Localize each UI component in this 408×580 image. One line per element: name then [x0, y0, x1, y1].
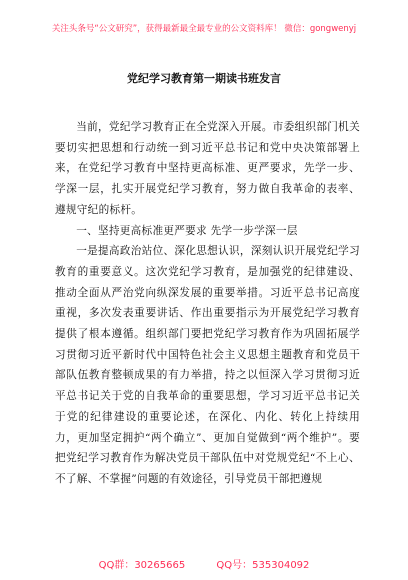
paragraph: 当前，党纪学习教育正在全党深入开展。市委组织部门机关要切实把思想和行动统一到习近平总书记和党中央决策部署上来，在党纪学习教育中坚持更高标准、更严要求，先学一步、学深一层，扎实开展党纪学习教育，努力做自我革命的表率、遵规守纪的标杆。: [55, 121, 360, 216]
header-ad-banner: 关注头条号“公文研究”，获得最新最全最专业的公文资料库！ 微信：gongwenyj: [51, 24, 357, 34]
document-title: 党纪学习教育第一期读书班发言: [127, 72, 281, 85]
qq-group-text: QQ群：30265665: [98, 560, 186, 571]
section-heading: 一、坚持更高标准更严要求 先学一步学深一层: [76, 224, 298, 237]
document-body: [55, 117, 360, 490]
paragraph: 一是提高政治站位、深化思想认识，深刻认识开展党纪学习教育的重要意义。这次党纪学习教育，是加强党的纪律建设、推动全面从严治党向纵深发展的重要举措。习近平总书记高度重视，多次发表重要讲话、作出重要指示为开展党纪学习教育提供了根本遵循。组织部门要把党纪学习教育作为巩固拓展学习贯彻习近平新时代中国特色社会主义思想主题教育和党员干部队伍教育整顿成果的有力举措，持之以恒深入学习贯彻习近平总书记关于党的自我革命的重要思想，学习习近平总书记关于党的纪律建设的重要论述，在深化、内化、转化上持续用力，更加坚定拥护“两个确立”、更加自觉做到“两个维护”。要把党纪学习教育作为解决党员干部队伍中对党规党纪“不上心、不了解、不掌握”问题的有效途径，引导党员干部把遵规: [55, 245, 360, 485]
qq-number-text: QQ号：535304092: [216, 560, 310, 571]
footer-contact: [0, 556, 408, 571]
